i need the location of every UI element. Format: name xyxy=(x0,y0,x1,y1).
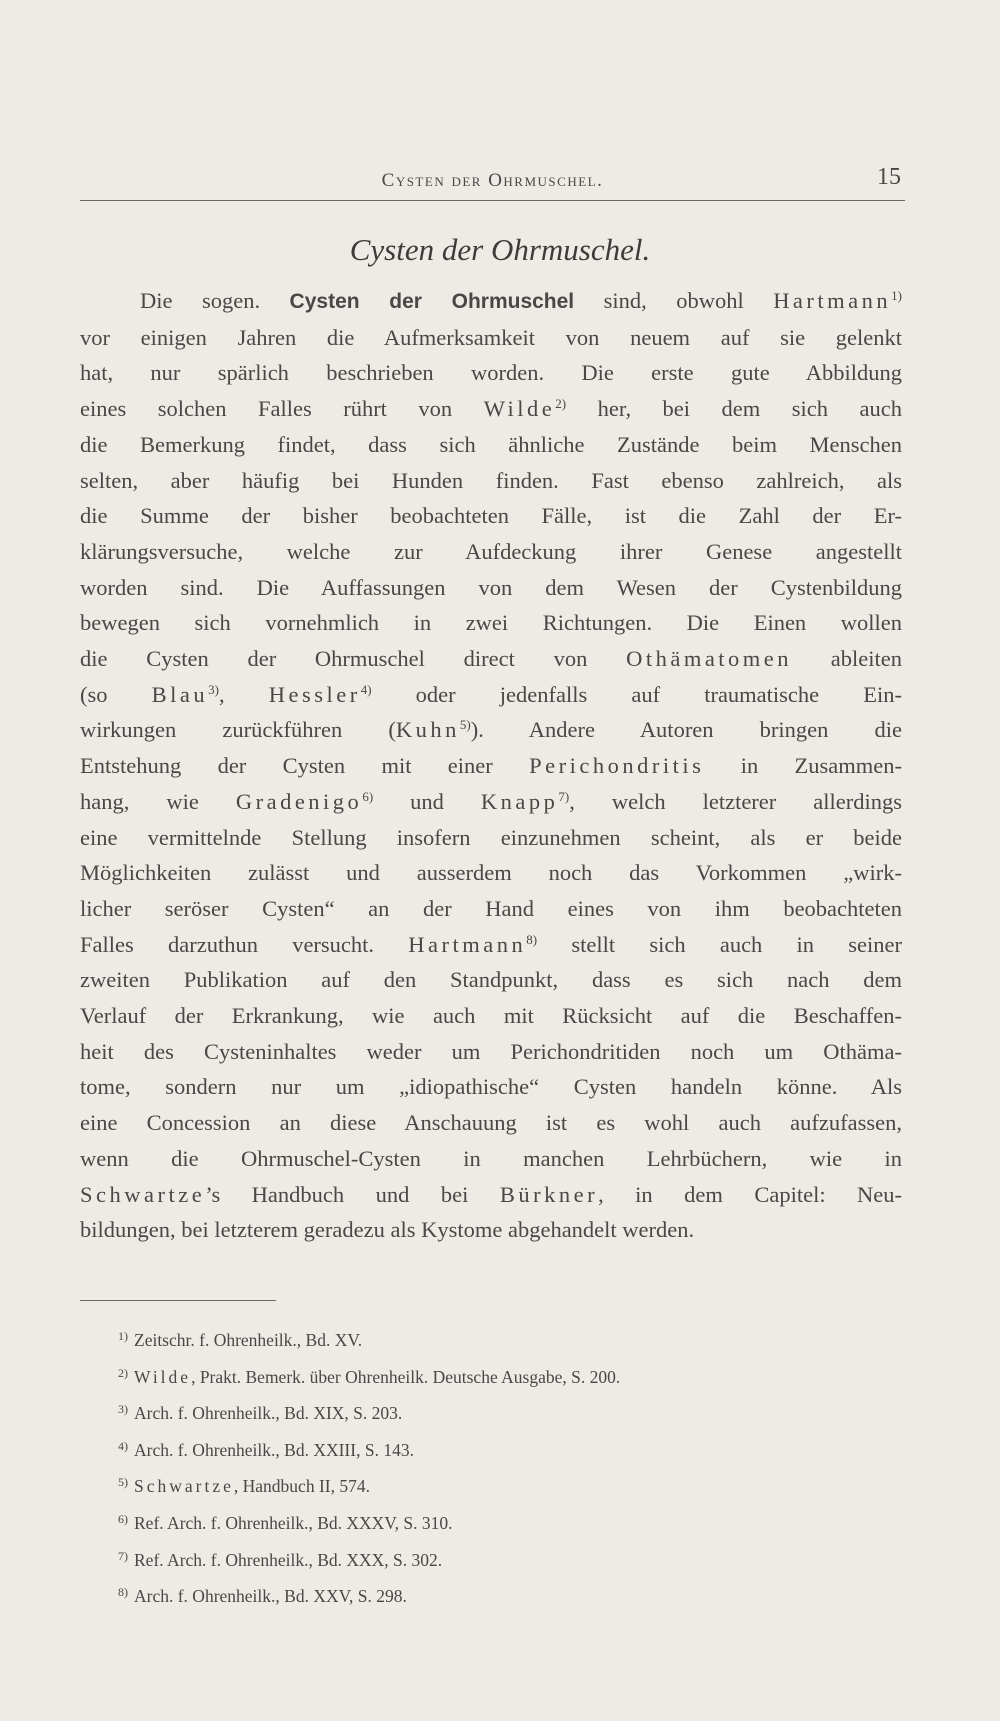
footnote-text: , Prakt. Bemerk. über Ohrenheilk. Deutsche Ausgabe, S. 200. xyxy=(191,1366,621,1387)
footnote-divider xyxy=(80,1300,276,1301)
footnote-marker: 7) xyxy=(118,1548,128,1563)
text-run: her, bei dem sich auch xyxy=(597,396,902,422)
footnote-text: Zeitschr. f. Ohrenheilk., Bd. XV. xyxy=(134,1330,363,1350)
author-name: Knapp xyxy=(480,788,559,814)
footnote-marker: 5) xyxy=(118,1475,128,1490)
text-line xyxy=(80,927,902,963)
text-line: worden sind. Die Auffassungen von dem Wesen der Cystenbildung xyxy=(80,574,902,600)
footnote-ref: 2) xyxy=(555,396,567,412)
text-line: zweiten Publikation auf den Standpunkt, dass es sich nach dem xyxy=(80,967,902,993)
text-run: , xyxy=(218,681,225,707)
footnote xyxy=(118,1464,908,1501)
text-run: stellt sich auch in seiner xyxy=(571,931,903,957)
footnote-ref: 7) xyxy=(558,788,570,804)
author-name: Hartmann xyxy=(773,288,892,313)
footnote xyxy=(118,1428,908,1465)
text-line: die Bemerkung findet, dass sich ähnliche Zustände beim Menschen xyxy=(80,431,902,457)
author-name: Hessler xyxy=(268,681,361,707)
text-line: wenn die Ohrmuschel-Cysten in manchen Lehrbüchern, wie in xyxy=(80,1145,902,1171)
footnote-text: , Handbuch II, 574. xyxy=(233,1476,370,1497)
text-run: ableiten xyxy=(830,646,902,672)
text-line: die Summe der bisher beobachteten Fälle, ist die Zahl der Er- xyxy=(80,503,902,529)
text-run: wirkungen zurückführen ( xyxy=(80,717,396,743)
footnote-ref: 4) xyxy=(360,681,372,697)
text-run: Die sogen. xyxy=(140,288,261,313)
footnote-text: Ref. Arch. f. Ohrenheilk., Bd. XXXV, S. 310. xyxy=(134,1512,453,1533)
author-name: Kuhn xyxy=(395,717,460,743)
footnote-ref: 8) xyxy=(526,931,538,947)
text-line xyxy=(80,784,902,820)
text-line: heit des Cysteninhaltes weder um Perichondritiden noch um Othäma- xyxy=(80,1038,902,1064)
footnote xyxy=(118,1574,908,1611)
text-line: bewegen sich vornehmlich in zwei Richtungen. Die Einen wollen xyxy=(80,610,902,636)
text-line xyxy=(80,677,902,713)
text-run: sind, obwohl xyxy=(603,288,744,313)
author-name: Hartmann xyxy=(408,931,527,957)
footnote-author: Wilde xyxy=(134,1366,192,1387)
text-line xyxy=(80,391,902,427)
footnote-marker: 8) xyxy=(118,1585,128,1600)
running-header xyxy=(80,166,905,201)
author-name: Blau xyxy=(151,681,209,707)
footnotes-list xyxy=(118,1318,908,1611)
footnote-ref: 3) xyxy=(208,681,219,697)
text-line: vor einigen Jahren die Aufmerksamkeit von neuem auf sie gelenkt xyxy=(80,324,902,350)
footnote-marker: 3) xyxy=(118,1402,128,1417)
spaced-term: Perichondritis xyxy=(529,753,705,779)
text-line: tome, sondern nur um „idiopathische“ Cysten handeln könne. Als xyxy=(80,1074,902,1100)
text-line: Möglichkeiten zulässt und ausserdem noch das Vorkommen „wirk- xyxy=(80,860,902,886)
text-line: bildungen, bei letzterem geradezu als Kystome abgehandelt werden. xyxy=(80,1217,695,1243)
text-run: , in dem Capitel: Neu- xyxy=(598,1181,903,1207)
footnote-ref: 1) xyxy=(891,288,902,303)
text-line: eine Concession an diese Anschauung ist es wohl auch aufzufassen, xyxy=(80,1110,902,1136)
footnote-text: Ref. Arch. f. Ohrenheilk., Bd. XXX, S. 302. xyxy=(134,1549,443,1570)
text-run: , welch letzterer allerdings xyxy=(569,788,902,814)
text-line xyxy=(80,1177,902,1213)
text-run: (so xyxy=(80,681,108,707)
footnote xyxy=(118,1391,908,1428)
footnote-author: Schwartze xyxy=(134,1476,234,1497)
text-line xyxy=(80,641,902,677)
text-run: Falles darzuthun versucht. xyxy=(80,931,375,957)
text-line: klärungsversuche, welche zur Aufdeckung ihrer Genese angestellt xyxy=(80,538,902,564)
section-title: Cysten der Ohrmuschel. xyxy=(349,232,651,267)
text-run: Entstehung der Cysten mit einer xyxy=(80,753,493,779)
running-title: Cysten der Ohrmuschel. xyxy=(381,170,604,191)
footnote-marker: 1) xyxy=(118,1329,128,1343)
footnote xyxy=(118,1355,908,1392)
text-line: licher seröser Cysten“ an der Hand eines von ihm beobachteten xyxy=(80,895,902,921)
text-line xyxy=(80,748,902,784)
text-run: ). Andere Autoren bringen die xyxy=(470,717,902,743)
spaced-term: Othämatomen xyxy=(626,646,793,672)
text-run: in Zusammen- xyxy=(740,753,903,779)
footnote xyxy=(118,1501,908,1538)
text-line: hat, nur spärlich beschrieben worden. Die erste gute Abbildung xyxy=(80,360,902,386)
text-run: und xyxy=(410,788,444,814)
footnote-ref: 6) xyxy=(362,788,374,804)
text-line xyxy=(80,283,902,320)
text-run: die Cysten der Ohrmuschel direct von xyxy=(80,646,588,672)
text-run: oder jedenfalls auf traumatische Ein- xyxy=(415,681,903,707)
footnote-text: Arch. f. Ohrenheilk., Bd. XXV, S. 298. xyxy=(134,1586,407,1607)
text-line xyxy=(80,712,902,748)
footnote-text: Arch. f. Ohrenheilk., Bd. XXIII, S. 143. xyxy=(134,1439,414,1460)
text-run: ’s Handbuch und bei xyxy=(205,1181,469,1207)
text-line: eine vermittelnde Stellung insofern einzunehmen scheint, als er beide xyxy=(80,824,902,850)
text-run: hang, wie xyxy=(80,788,199,814)
author-name: Gradenigo xyxy=(235,788,363,814)
text-run: eines solchen Falles rührt von xyxy=(80,396,453,422)
text-line: Verlauf der Erkrankung, wie auch mit Rücksicht auf die Beschaffen- xyxy=(80,1003,902,1029)
body-paragraph xyxy=(80,283,902,1248)
page-number: 15 xyxy=(877,164,901,190)
footnote-text: Arch. f. Ohrenheilk., Bd. XIX, S. 203. xyxy=(134,1403,403,1424)
author-name: Bürkner xyxy=(499,1181,599,1207)
author-name: Schwartze xyxy=(80,1181,206,1207)
footnote-marker: 6) xyxy=(118,1511,128,1526)
footnote-marker: 2) xyxy=(118,1365,128,1380)
footnote xyxy=(118,1318,908,1355)
author-name: Wilde xyxy=(483,396,556,422)
footnote xyxy=(118,1538,908,1575)
footnote-ref: 5) xyxy=(459,717,471,733)
text-line: selten, aber häufig bei Hunden finden. Fast ebenso zahlreich, als xyxy=(80,467,902,493)
bold-term: Cysten der Ohrmuschel xyxy=(289,290,575,313)
footnote-marker: 4) xyxy=(118,1438,128,1453)
